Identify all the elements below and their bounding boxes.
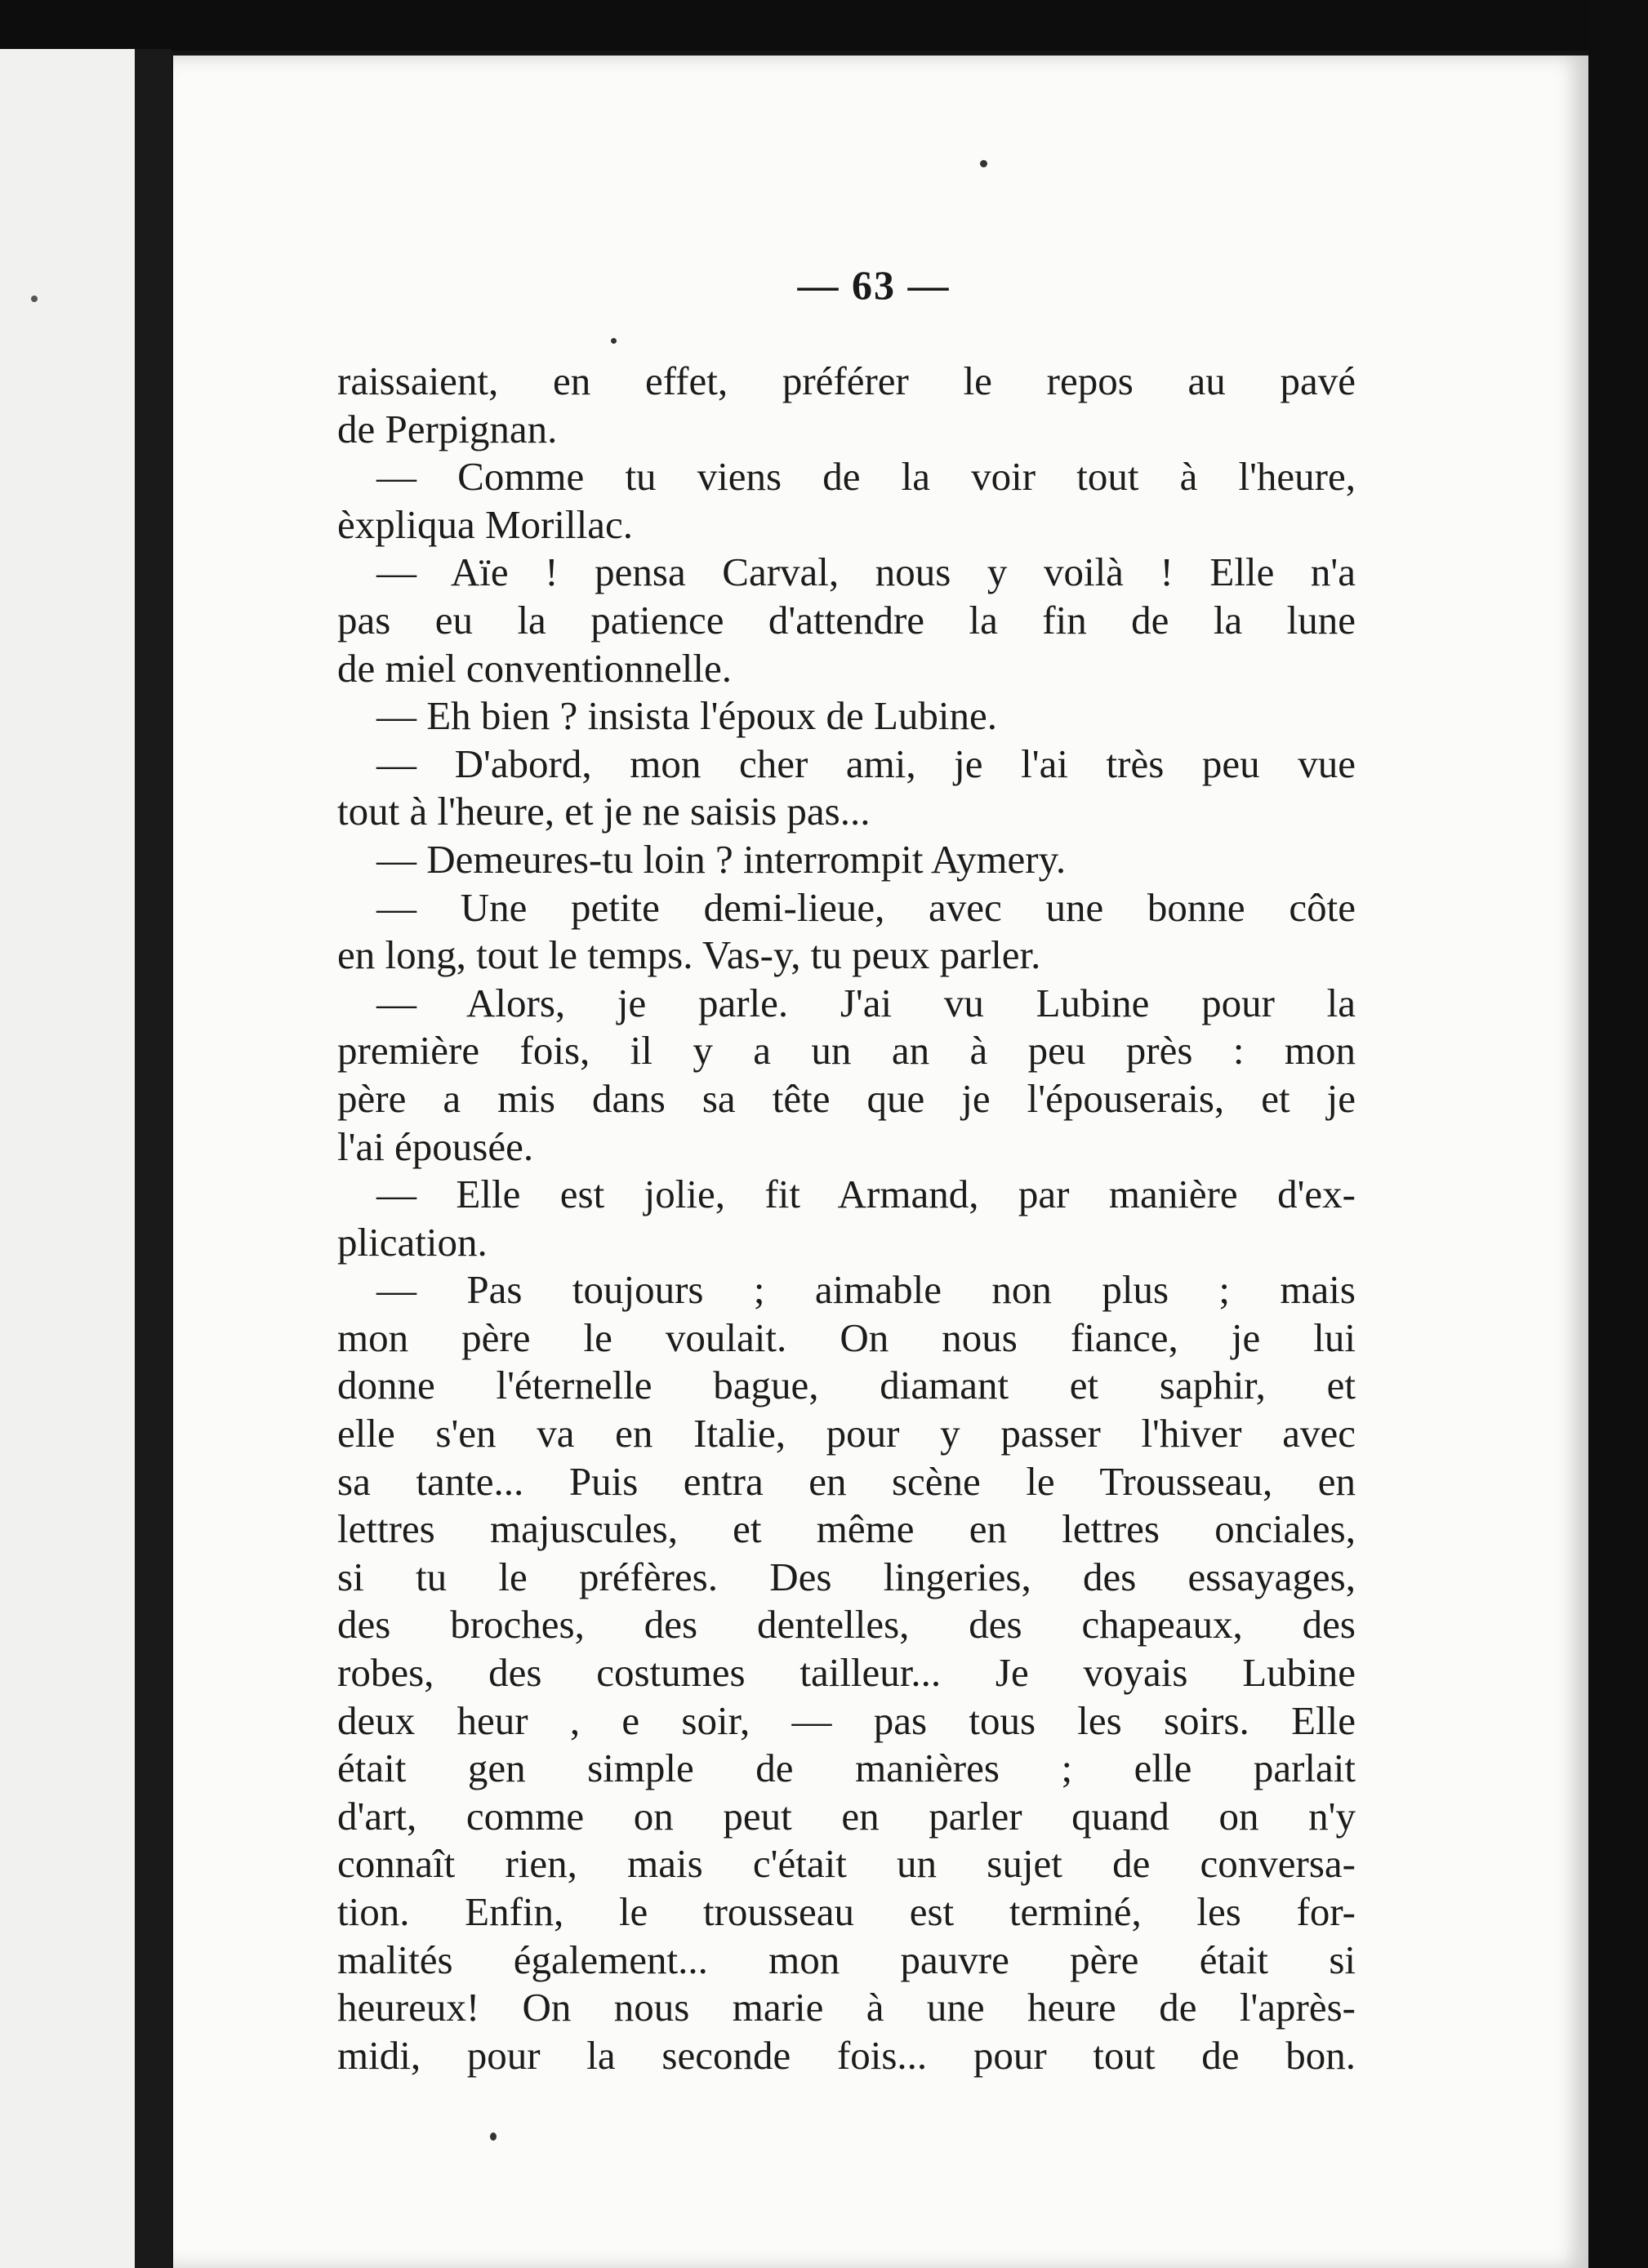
- ink-speck: [611, 338, 617, 344]
- text-line: deux heur , e soir, — pas tous les soirs. Elle: [337, 1697, 1356, 1743]
- text-line: tion. Enfin, le trousseau est terminé, les for-: [337, 1889, 1356, 1934]
- text-line: l'ai épousée.: [337, 1123, 534, 1169]
- scan-right-border: [1588, 0, 1648, 2268]
- text-line: père a mis dans sa tête que je l'épouserais, et je: [337, 1075, 1356, 1121]
- text-line: de miel conventionnelle.: [337, 645, 733, 691]
- book-gutter: [135, 49, 171, 2268]
- text-line: — Demeures-tu loin ? interrompit Aymery.: [376, 836, 1067, 882]
- text-line: connaît rien, mais c'était un sujet de conversa-: [337, 1841, 1356, 1887]
- text-line: — Eh bien ? insista l'époux de Lubine.: [376, 693, 998, 739]
- text-line: première fois, il y a un an à peu près : mon: [337, 1028, 1356, 1074]
- text-line: sa tante... Puis entra en scène le Trousseau, en: [337, 1458, 1356, 1504]
- text-line: raissaient, en effet, préférer le repos au pavé: [337, 358, 1356, 403]
- text-line: elle s'en va en Italie, pour y passer l'hiver avec: [337, 1411, 1356, 1456]
- text-line: malités également... mon pauvre père était si: [337, 1937, 1356, 1982]
- text-line: heureux! On nous marie à une heure de l'après-: [337, 1985, 1356, 2030]
- text-line: tout à l'heure, et je ne saisis pas...: [337, 789, 871, 834]
- ink-speck: [980, 160, 987, 167]
- text-line: plication.: [337, 1219, 488, 1265]
- body-text: [337, 358, 1356, 2079]
- text-line: robes, des costumes tailleur... Je voyais Lubine: [337, 1650, 1356, 1696]
- text-line: — Alors, je parle. J'ai vu Lubine pour la: [376, 980, 1356, 1025]
- scan-top-border: [0, 0, 1648, 51]
- text-line: des broches, des dentelles, des chapeaux, des: [337, 1602, 1356, 1648]
- ink-speck: [490, 2132, 497, 2141]
- text-line: lettres majuscules, et même en lettres onciales,: [337, 1506, 1356, 1552]
- text-line: mon père le voulait. On nous fiance, je lui: [337, 1314, 1356, 1360]
- text-line: en long, tout le temps. Vas-y, tu peux parler.: [337, 932, 1041, 978]
- text-line: d'art, comme on peut en parler quand on n'y: [337, 1793, 1356, 1839]
- text-line: — Comme tu viens de la voir tout à l'heure,: [376, 454, 1356, 500]
- text-line: pas eu la patience d'attendre la fin de la lune: [337, 597, 1356, 643]
- page-number: — 63 —: [797, 262, 951, 308]
- text-line: de Perpignan.: [337, 406, 558, 451]
- text-line: donne l'éternelle bague, diamant et saphir, et: [337, 1363, 1356, 1408]
- text-line: — Une petite demi-lieue, avec une bonne côte: [376, 884, 1356, 930]
- text-line: — Aïe ! pensa Carval, nous y voilà ! Elle n'a: [376, 549, 1356, 595]
- text-line: était gen simple de manières ; elle parlait: [337, 1745, 1356, 1791]
- text-line: — Elle est jolie, fit Armand, par manière d'ex-: [376, 1172, 1356, 1217]
- text-line: — Pas toujours ; aimable non plus ; mais: [376, 1267, 1356, 1313]
- facing-page-edge: [0, 49, 135, 2268]
- text-line: èxpliqua Morillac.: [337, 501, 633, 547]
- text-line: — D'abord, mon cher ami, je l'ai très peu vue: [376, 740, 1356, 786]
- text-line: midi, pour la seconde fois... pour tout de bon.: [337, 2032, 1356, 2078]
- text-line: si tu le préfères. Des lingeries, des essayages,: [337, 1554, 1356, 1599]
